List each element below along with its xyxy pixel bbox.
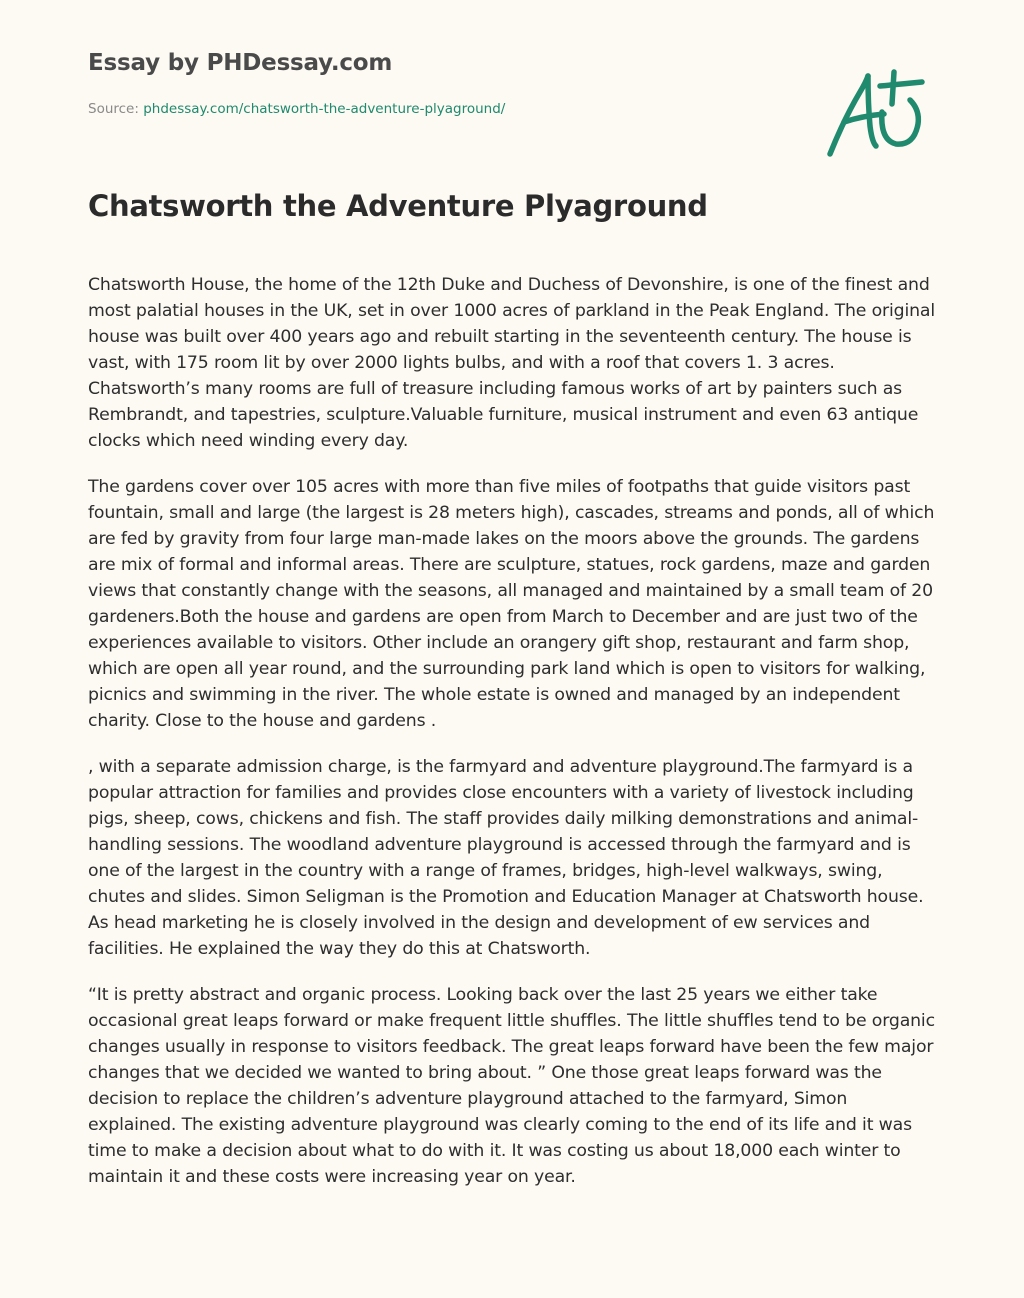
essay-paragraph: Chatsworth House, the home of the 12th Duke and Duchess of Devonshire, is one of the finest and most palatial houses in the UK, set in over 1000 acres of parkland in the Peak England. The original house was built over 400 years ago and rebuilt starting in the seventeenth century. The house is vast, with 175 room lit by over 2000 lights bulbs, and with a roof that covers 1. 3 acres. Chatsworth’s many rooms are full of treasure including famous works of art by painters such as Rembrandt, and tapestries, sculpture.Valuable furniture, musical instrument and even 63 antique clocks which need winding every day. bbox=[88, 275, 935, 451]
site-header bbox=[88, 50, 936, 76]
essay-paragraph: “It is pretty abstract and organic process. Looking back over the last 25 years we either take occasional great leaps forward or make frequent little shuffles. The little shuffles tend to be organic changes usually in response to visitors feedback. The great leaps forward have been the few major changes that we decided we wanted to bring about. ” One those great leaps forward was the decision to replace the children’s adventure playground attached to the farmyard, Simon explained. The existing adventure playground was clearly coming to the end of its life and it was time to make a decision about what to do with it. It was costing us about 18,000 each winter to maintain it and these costs were increasing year on year. bbox=[88, 985, 935, 1187]
a-plus-grade-icon bbox=[822, 64, 932, 164]
source-label: Source: bbox=[88, 101, 144, 117]
brand-name: Essay by PHDessay.com bbox=[88, 50, 393, 76]
essay-body bbox=[88, 272, 940, 1210]
source-link[interactable]: phdessay.com/chatsworth-the-adventure-plyaground/ bbox=[143, 101, 506, 117]
essay-title: Chatsworth the Adventure Plyaground bbox=[88, 189, 708, 223]
essay-paragraph: , with a separate admission charge, is the farmyard and adventure playground.The farmyard is a popular attraction for families and provides close encounters with a variety of livestock including pigs, sheep, cows, chickens and fish. The staff provides daily milking demonstrations and animal-handling sessions. The woodland adventure playground is accessed through the farmyard and is one of the largest in the country with a range of frames, bridges, high-level walkways, swing, chutes and slides. Simon Seligman is the Promotion and Education Manager at Chatsworth house. As head marketing he is closely involved in the design and development of ew services and facilities. He explained the way they do this at Chatsworth. bbox=[88, 757, 924, 959]
essay-paragraph: The gardens cover over 105 acres with more than five miles of footpaths that guide visitors past fountain, small and large (the largest is 28 meters high), cascades, streams and ponds, all of which are fed by gravity from four large man-made lakes on the moors above the grounds. The gardens are mix of formal and informal areas. There are sculpture, statues, rock gardens, maze and garden views that constantly change with the seasons, all managed and maintained by a small team of 20 gardeners.Both the house and gardens are open from March to December and are just two of the experiences available to visitors. Other include an orangery gift shop, restaurant and farm shop, which are open all year round, and the surrounding park land which is open to visitors for walking, picnics and swimming in the river. The whole estate is owned and managed by an independent charity. Close to the house and gardens . bbox=[88, 477, 935, 731]
source-line bbox=[88, 101, 505, 117]
